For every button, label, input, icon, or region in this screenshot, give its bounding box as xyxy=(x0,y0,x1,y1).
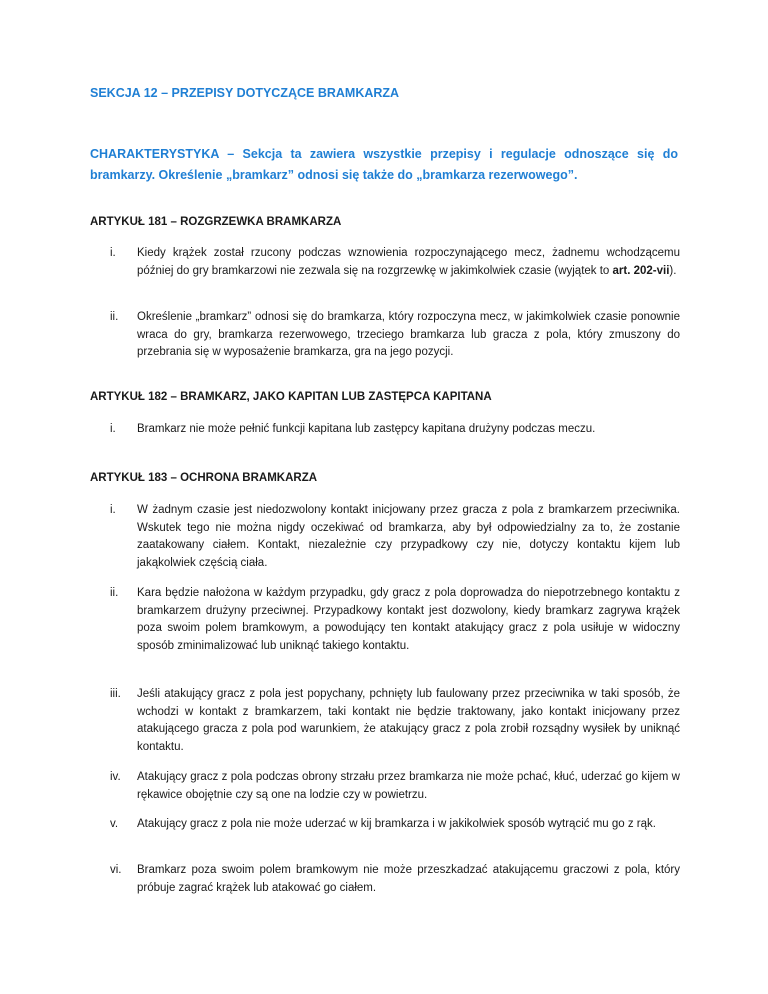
article-183-item-iii xyxy=(90,686,680,756)
item-text: Bramkarz poza swoim polem bramkowym nie może przeszkadzać atakującemu graczowi z pola, który próbuje zagrać krążek lub atakować go ciałem. xyxy=(137,864,680,894)
item-text: W żadnym czasie jest niedozwolony kontakt inicjowany przez gracza z pola z bramkarzem przeciwnika. Wskutek tego nie można nigdy oczekiwać od bramkarza, aby był odpowiedzialny za to, że zostanie zaatakowany ciałem. Kontakt, niezależnie czy przypadkowy czy nie, dotyczy kontaktu kijem lub jakąkolwiek częścią ciała. xyxy=(137,504,680,569)
item-number: i. xyxy=(110,247,116,259)
characteristic-paragraph: CHARAKTERYSTYKA – Sekcja ta zawiera wszystkie przepisy i regulacje odnoszące się do bramkarzy. Określenie „bramkarz” odnosi się także do „bramkarza rezerwowego”. xyxy=(90,147,678,182)
article-183-item-ii xyxy=(90,585,680,655)
item-text: Określenie „bramkarz” odnosi się do bramkarza, który rozpoczyna mecz, w jakimkolwiek czasie ponownie wraca do gry, bramkarza rezerwowego, trzeciego bramkarza lub gracza z pola, który zmuszony do przebrania się w wyposażenie bramkarza, gra na jego pozycji. xyxy=(137,311,680,359)
item-number: iv. xyxy=(110,771,121,783)
article-183-item-iv xyxy=(90,769,680,804)
article-182-item-i xyxy=(90,421,680,439)
item-number: v. xyxy=(110,818,119,830)
item-text: Kara będzie nałożona w każdym przypadku, gdy gracz z pola doprowadza do niepotrzebnego kontaktu z bramkarzem drużyny przeciwnej. Przypadkowy kontakt jest dozwolony, kiedy bramkarz zagrywa krążek poza swoim polem bramkowym, a powodujący ten kontakt atakujący gracz z pola usiłuje w widoczny sposób zminimalizować lub uniknąć takiego kontaktu. xyxy=(137,587,680,652)
item-number: iii. xyxy=(110,688,121,700)
item-text: Atakujący gracz z pola nie może uderzać w kij bramkarza i w jakikolwiek sposób wytrącić mu go z rąk. xyxy=(137,818,656,830)
article-183-item-vi xyxy=(90,862,680,897)
article-183-item-v xyxy=(90,816,680,834)
item-text: Kiedy krążek został rzucony podczas wznowienia rozpoczynającego mecz, żadnemu wchodzącemu później do gry bramkarzowi nie zezwala się na rozgrzewkę w jakimkolwiek czasie (wyjątek to art. 202-vii). xyxy=(137,247,680,277)
article-181-item-i xyxy=(90,245,680,280)
item-number: ii. xyxy=(110,587,119,599)
item-text: Atakujący gracz z pola podczas obrony strzału przez bramkarza nie może pchać, kłuć, uderzać go kijem w rękawice obojętnie czy są one na lodzie czy w powietrzu. xyxy=(137,771,680,801)
item-number: i. xyxy=(110,423,116,435)
article-181-item-ii xyxy=(90,309,680,362)
item-text: Bramkarz nie może pełnić funkcji kapitana lub zastępcy kapitana drużyny podczas meczu. xyxy=(137,423,596,435)
item-number: ii. xyxy=(110,311,119,323)
item-text: Jeśli atakujący gracz z pola jest popychany, pchnięty lub faulowany przez przeciwnika w taki sposób, że wchodzi w kontakt z bramkarzem, taki kontakt nie będzie traktowany, jako kontakt inicjowany przez atakującego gracza z pola pod warunkiem, że atakujący gracz z pola zrobił rozsądny wysiłek by uniknąć kontaktu. xyxy=(137,688,680,753)
article-183-item-i xyxy=(90,502,680,572)
section-title: SEKCJA 12 – PRZEPISY DOTYCZĄCE BRAMKARZA xyxy=(90,86,400,100)
article-183-title: ARTYKUŁ 183 – OCHRONA BRAMKARZA xyxy=(90,472,318,484)
article-182-title: ARTYKUŁ 182 – BRAMKARZ, JAKO KAPITAN LUB ZASTĘPCA KAPITANA xyxy=(90,391,492,403)
item-number: i. xyxy=(110,504,116,516)
article-reference: art. 202-vii xyxy=(612,264,670,277)
item-number: vi. xyxy=(110,864,122,876)
article-181-title: ARTYKUŁ 181 – ROZGRZEWKA BRAMKARZA xyxy=(90,216,342,228)
